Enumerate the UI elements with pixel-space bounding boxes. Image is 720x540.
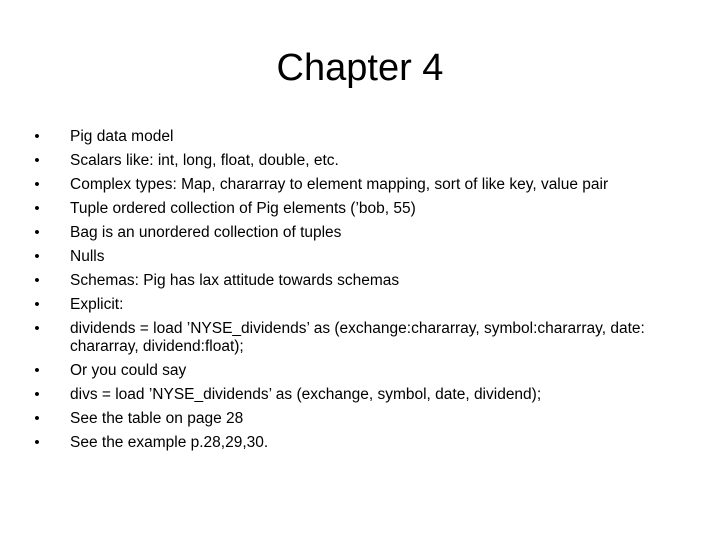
bullet-dot-icon: •	[34, 224, 40, 241]
bullet-item	[30, 296, 710, 314]
bullet-text: Tuple ordered collection of Pig elements (’bob, 55)	[70, 200, 416, 217]
bullet-item	[30, 272, 710, 290]
bullet-dot-icon: •	[34, 320, 40, 337]
bullet-item	[30, 386, 710, 404]
bullet-text: Complex types: Map, chararray to element mapping, sort of like key, value pair	[70, 176, 609, 193]
bullet-dot-icon: •	[34, 128, 40, 145]
bullet-item	[30, 152, 710, 170]
bullet-text: Nulls	[70, 248, 105, 265]
slide-title: Chapter 4	[276, 47, 444, 89]
bullet-dot-icon: •	[34, 200, 40, 217]
bullet-dot-icon: •	[34, 272, 40, 289]
bullet-list	[30, 128, 710, 458]
bullet-dot-icon: •	[34, 434, 40, 451]
bullet-dot-icon: •	[34, 296, 40, 313]
bullet-item	[30, 200, 710, 218]
bullet-item	[30, 320, 710, 356]
bullet-text: Scalars like: int, long, float, double, etc.	[70, 152, 339, 169]
bullet-text: dividends = load ’NYSE_dividends’ as (exchange:chararray, symbol:chararray, date: chararray, dividend:float);	[70, 320, 645, 355]
bullet-dot-icon: •	[34, 362, 40, 379]
bullet-dot-icon: •	[34, 152, 40, 169]
bullet-item	[30, 176, 710, 194]
bullet-item	[30, 224, 710, 242]
bullet-text: Bag is an unordered collection of tuples	[70, 224, 342, 241]
bullet-item	[30, 410, 710, 428]
bullet-dot-icon: •	[34, 248, 40, 265]
bullet-text: See the example p.28,29,30.	[70, 434, 269, 451]
bullet-text: Or you could say	[70, 362, 187, 379]
bullet-text: See the table on page 28	[70, 410, 244, 427]
bullet-text: Pig data model	[70, 128, 174, 145]
bullet-dot-icon: •	[34, 410, 40, 427]
bullet-item	[30, 128, 710, 146]
bullet-text: divs = load ’NYSE_dividends’ as (exchange, symbol, date, dividend);	[70, 386, 542, 403]
bullet-dot-icon: •	[34, 176, 40, 193]
bullet-dot-icon: •	[34, 386, 40, 403]
bullet-text: Explicit:	[70, 296, 124, 313]
bullet-text: Schemas: Pig has lax attitude towards schemas	[70, 272, 400, 289]
bullet-item	[30, 248, 710, 266]
bullet-item	[30, 362, 710, 380]
bullet-item	[30, 434, 710, 452]
